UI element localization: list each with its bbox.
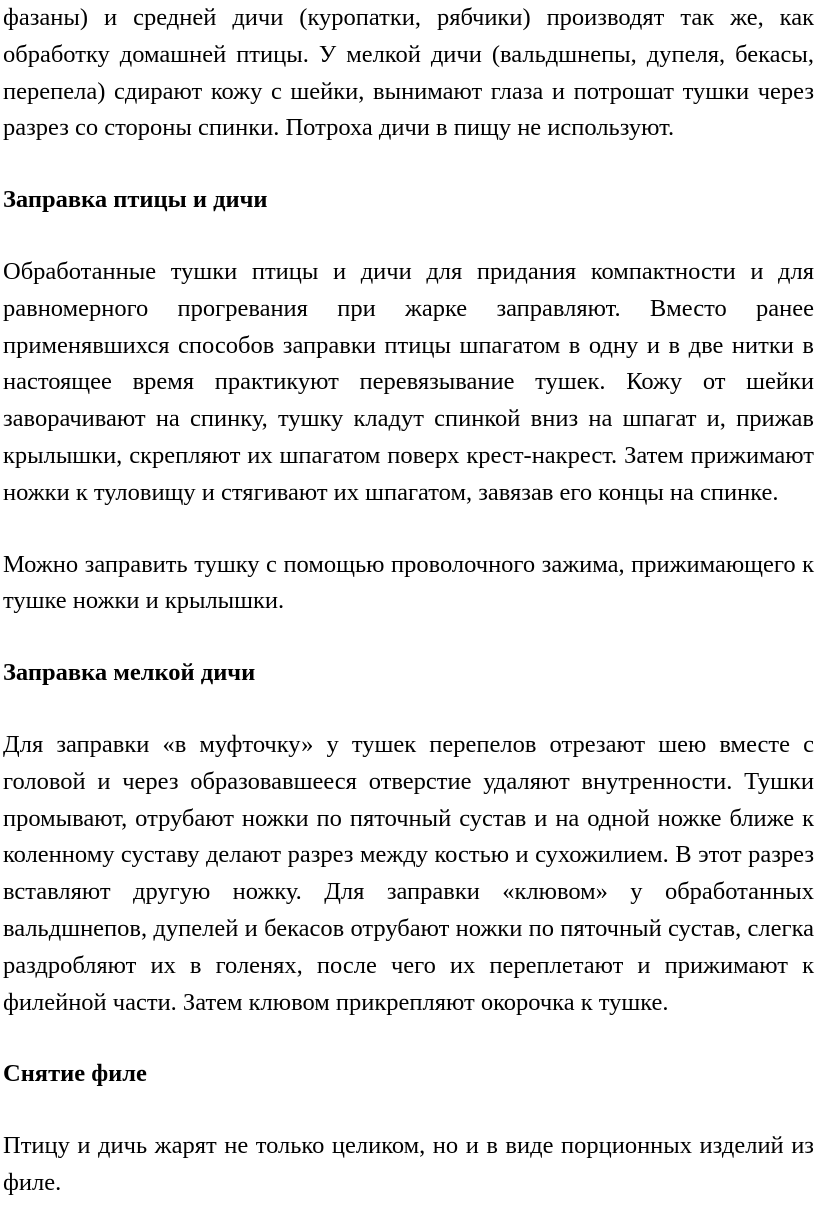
spacer [3, 692, 814, 727]
paragraph-wire-clamp: Можно заправить тушку с помощью проволочного зажима, прижимающего к тушке ножки и крылышки. [3, 550, 814, 615]
paragraph-fillet-intro: Птицу и дичь жарят не только целиком, но и в виде порционных изделий из филе. [3, 1132, 814, 1196]
spacer [3, 512, 814, 547]
spacer [3, 219, 814, 254]
spacer [3, 1021, 814, 1056]
paragraph-small-game-method: Для заправки «в муфточку» у тушек перепелов отрезают шею вместе с головой и через образовавшееся отверстие удаляют внутренности. Тушки промывают, отрубают ножки по пяточный сустав и на одной ножке ближе к коленному суставу делают разрез между костью и сухожилием. В этот разрез вставляют другую ножку. Для заправки «клювом» у обработанных вальдшнепов, дупелей и бекасов отрубают ножки по пяточный сустав, слегка раздробляют их в голенях, после чего их переплетают и прижимают к филейной части. Затем клювом прикрепляют окорочка к тушке. [3, 730, 814, 1016]
heading-poultry-trussing: Заправка птицы и дичи [3, 186, 268, 214]
heading-fillet-removal: Снятие филе [3, 1060, 147, 1088]
spacer [3, 1093, 814, 1128]
spacer [3, 620, 814, 655]
heading-small-game-trussing: Заправка мелкой дичи [3, 659, 256, 687]
spacer [3, 147, 814, 182]
paragraph-trussing-method: Обработанные тушки птицы и дичи для придания компактности и для равномерного прогревания при жарке заправляют. Вместо ранее применявшихся способов заправки птицы шпагатом в одну и в две нитки в настоящее время практикуют перевязывание тушек. Кожу от шейки заворачивают на спинку, тушку кладут спинкой вниз на шпагат и, прижав крылышки, скрепляют их шпагатом поверх крест-накрест. Затем прижимают ножки к туловищу и стягивают их шпагатом, завязав его концы на спинке. [3, 257, 814, 506]
paragraph-game-processing: фазаны) и средней дичи (куропатки, рябчики) производят так же, как обработку домашней птицы. У мелкой дичи (вальдшнепы, дупеля, бекасы, перепела) сдирают кожу с шейки, вынимают глаза и потрошат тушки через разрез со стороны спинки. Потроха дичи в пищу не используют. [3, 4, 814, 142]
